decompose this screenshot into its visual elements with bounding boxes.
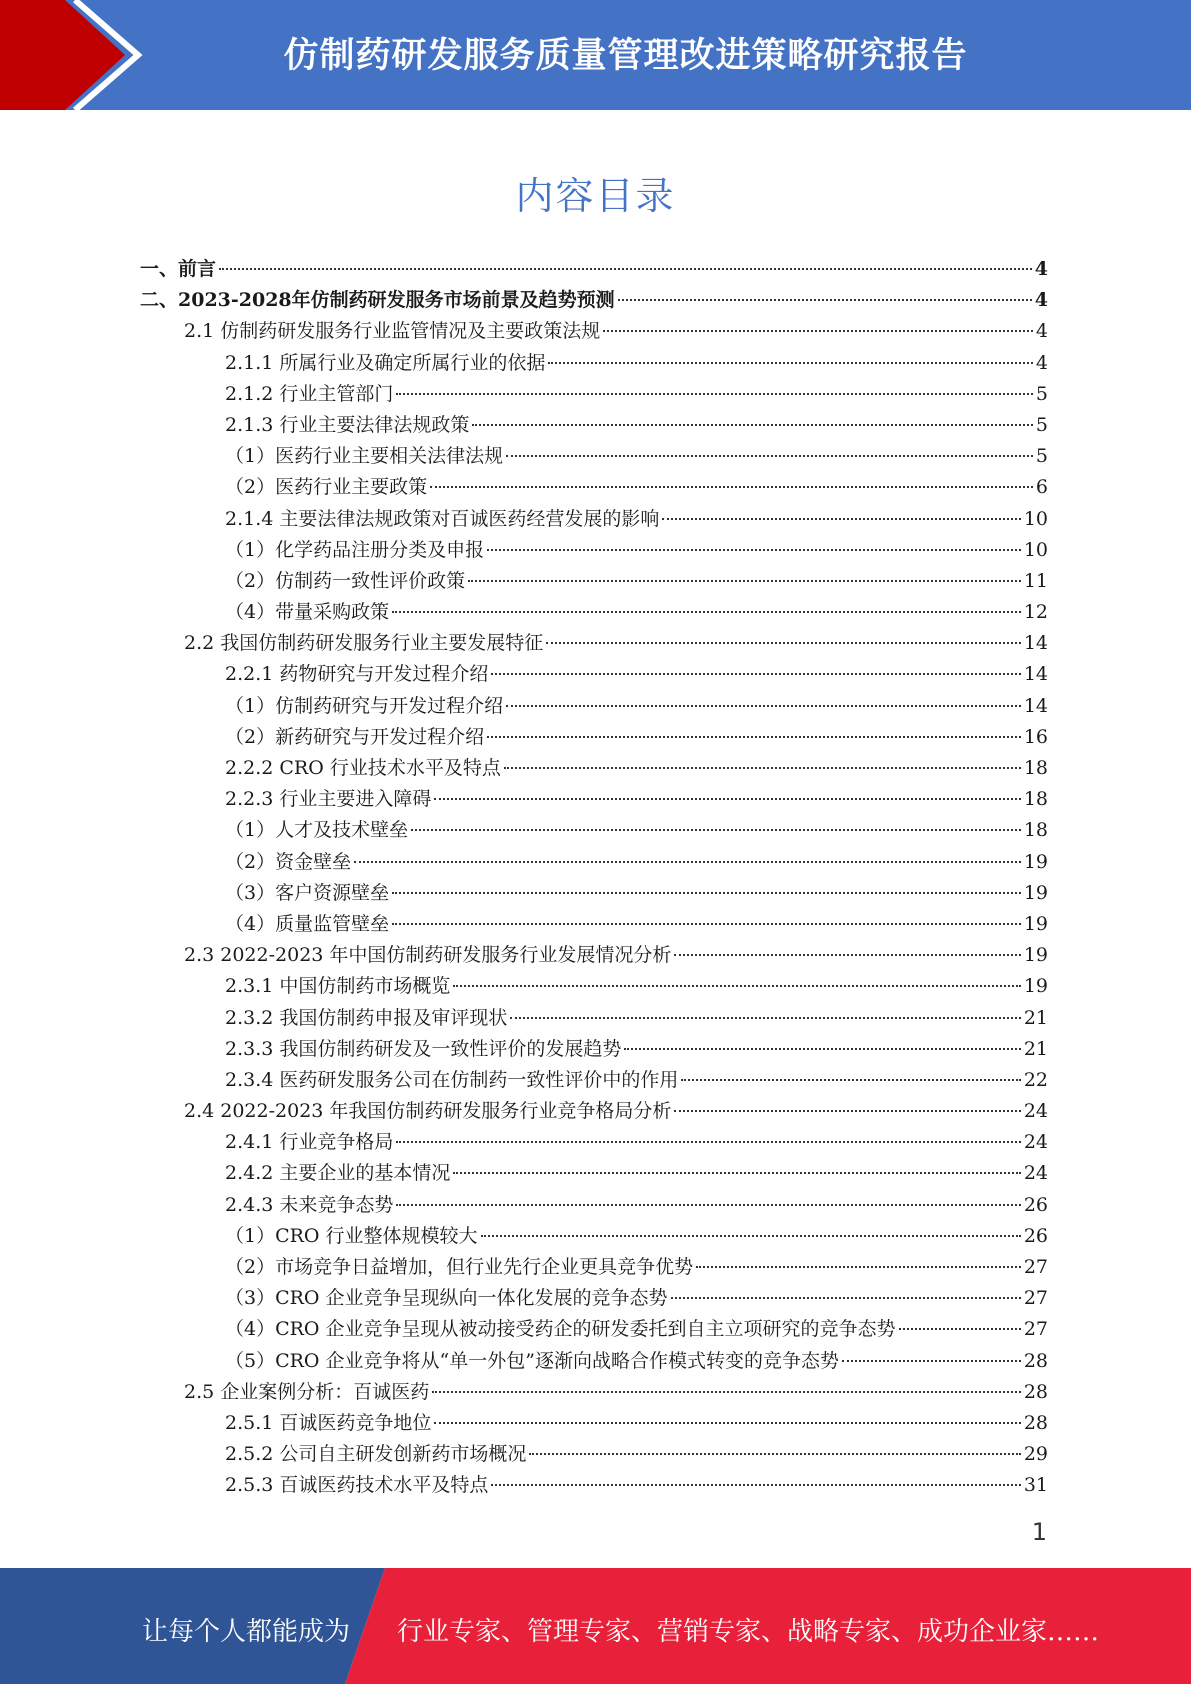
toc-entry[interactable]	[140, 1221, 1048, 1252]
toc-entry[interactable]	[140, 909, 1048, 940]
toc-entry-label: 2.3.3 我国仿制药研发及一致性评价的发展趋势	[225, 1037, 622, 1060]
toc-entry-label: 2.5.3 百诚医药技术水平及特点	[225, 1474, 489, 1497]
toc-entry[interactable]	[140, 504, 1048, 535]
toc-entry[interactable]	[140, 784, 1048, 815]
toc-entry[interactable]	[140, 472, 1048, 503]
toc-entry-page-number: 24	[1023, 1100, 1048, 1123]
toc-entry-label: 2.3.2 我国仿制药申报及审评现状	[225, 1006, 508, 1029]
toc-dot-leader	[453, 1172, 1020, 1174]
toc-entry-page-number: 27	[1023, 1256, 1048, 1278]
toc-entry-page-number: 19	[1023, 850, 1048, 873]
toc-entry[interactable]	[140, 535, 1048, 566]
toc-entry-label: 2.1.1 所属行业及确定所属行业的依据	[225, 351, 546, 374]
toc-dot-leader	[662, 518, 1020, 520]
toc-dot-leader	[674, 954, 1020, 956]
toc-entry-label: 2.3 2022-2023 年中国仿制药研发服务行业发展情况分析	[184, 944, 672, 967]
toc-entry[interactable]	[140, 971, 1048, 1002]
toc-dot-leader	[432, 1391, 1021, 1393]
toc-dot-leader	[548, 362, 1033, 364]
toc-dot-leader	[411, 829, 1021, 831]
toc-entry-page-number: 5	[1035, 445, 1048, 468]
toc-dot-leader	[472, 424, 1033, 426]
toc-entry-page-number: 22	[1023, 1068, 1048, 1091]
toc-entry-page-number: 19	[1023, 975, 1048, 998]
toc-dot-leader	[899, 1328, 1021, 1330]
toc-entry-label: 2.4.2 主要企业的基本情况	[225, 1162, 451, 1185]
red-chevron-shape	[0, 0, 125, 110]
toc-entry-page-number: 10	[1023, 538, 1048, 561]
toc-entry-label: （1）仿制药研究与开发过程介绍	[225, 694, 504, 717]
toc-entry[interactable]	[140, 628, 1048, 659]
toc-entry[interactable]	[140, 1377, 1048, 1408]
toc-entry-page-number: 4	[1034, 258, 1048, 280]
toc-dot-leader	[506, 455, 1033, 457]
toc-entry[interactable]	[140, 940, 1048, 971]
toc-entry-label: （3）CRO 企业竞争呈现纵向一体化发展的竞争态势	[225, 1287, 668, 1310]
toc-entry[interactable]	[140, 254, 1048, 285]
footer-slogan-left: 让每个人都能成为	[142, 1617, 351, 1647]
toc-entry-page-number: 14	[1023, 694, 1048, 717]
toc-entry-page-number: 18	[1023, 788, 1048, 811]
toc-entry-label: 2.2.3 行业主要进入障碍	[225, 788, 432, 811]
toc-entry[interactable]	[140, 1439, 1048, 1470]
toc-entry[interactable]	[140, 1252, 1048, 1283]
toc-entry[interactable]	[140, 348, 1048, 379]
toc-entry-page-number: 19	[1023, 912, 1048, 935]
header-banner	[0, 0, 1191, 110]
toc-dot-leader	[504, 767, 1021, 769]
toc-entry-page-number: 4	[1035, 320, 1048, 343]
toc-dot-leader	[491, 673, 1020, 675]
toc-entry[interactable]	[140, 722, 1048, 753]
toc-entry-page-number: 19	[1023, 881, 1048, 904]
toc-entry-label: 一、前言	[140, 258, 217, 280]
toc-entry-page-number: 26	[1023, 1224, 1048, 1247]
toc-dot-leader	[481, 1235, 1021, 1237]
toc-entry[interactable]	[140, 316, 1048, 347]
toc-entry-label: 2.1.3 行业主要法律法规政策	[225, 413, 470, 436]
toc-dot-leader	[529, 1453, 1020, 1455]
toc-entry[interactable]	[140, 753, 1048, 784]
toc-entry-page-number: 5	[1035, 382, 1048, 405]
toc-dot-leader	[468, 580, 1021, 582]
toc-entry-page-number: 4	[1034, 289, 1048, 312]
toc-dot-leader	[430, 486, 1033, 488]
toc-entry-page-number: 16	[1023, 725, 1048, 748]
toc-entry-label: 2.2.2 CRO 行业技术水平及特点	[225, 757, 501, 779]
toc-dot-leader	[618, 299, 1032, 301]
toc-dot-leader	[392, 892, 1021, 894]
toc-entry-page-number: 28	[1023, 1380, 1048, 1403]
toc-dot-leader	[506, 705, 1021, 707]
toc-dot-leader	[491, 1484, 1020, 1486]
toc-entry-page-number: 31	[1023, 1474, 1048, 1497]
toc-entry[interactable]	[140, 1065, 1048, 1096]
toc-heading: 内容目录	[515, 174, 676, 218]
toc-dot-leader	[624, 1048, 1020, 1050]
toc-entry-label: （2）市场竞争日益增加，但行业先行企业更具竞争优势	[225, 1256, 694, 1278]
toc-dot-leader	[392, 923, 1021, 925]
toc-dot-leader	[671, 1297, 1021, 1299]
toc-entry-label: （2）资金壁垒	[225, 850, 352, 873]
toc-entry-page-number: 27	[1023, 1318, 1048, 1341]
toc-entry-label: 2.4 2022-2023 年我国仿制药研发服务行业竞争格局分析	[184, 1100, 672, 1123]
toc-entry-label: （2）仿制药一致性评价政策	[225, 569, 466, 592]
toc-entry[interactable]	[140, 441, 1048, 472]
toc-entry-label: （2）医药行业主要政策	[225, 476, 428, 499]
toc-entry-label: （1）化学药品注册分类及申报	[225, 538, 485, 561]
toc-entry[interactable]	[140, 691, 1048, 722]
toc-dot-leader	[696, 1266, 1021, 1268]
toc-dot-leader	[842, 1360, 1021, 1362]
toc-entry-page-number: 24	[1023, 1131, 1048, 1154]
toc-dot-leader	[354, 861, 1021, 863]
toc-entry[interactable]	[140, 1127, 1048, 1158]
toc-entry-label: 2.4.1 行业竞争格局	[225, 1131, 394, 1154]
toc-dot-leader	[546, 642, 1021, 644]
toc-entry-label: 2.5.2 公司自主研发创新药市场概况	[225, 1443, 527, 1466]
toc-dot-leader	[434, 1422, 1020, 1424]
toc-entry[interactable]	[140, 1034, 1048, 1065]
toc-entry[interactable]	[140, 815, 1048, 846]
toc-entry-label: 2.5 企业案例分析：百诚医药	[184, 1380, 430, 1403]
toc-entry-page-number: 29	[1023, 1443, 1048, 1466]
toc-dot-leader	[392, 611, 1021, 613]
toc-dot-leader	[487, 736, 1021, 738]
toc-entry-page-number: 5	[1035, 413, 1048, 436]
toc-entry[interactable]	[140, 1190, 1048, 1221]
toc-dot-leader	[674, 1110, 1020, 1112]
toc-dot-leader	[434, 798, 1020, 800]
toc-entry-page-number: 24	[1023, 1162, 1048, 1185]
toc-entry-label: （5）CRO 企业竞争将从“单一外包”逐渐向战略合作模式转变的竞争态势	[225, 1349, 839, 1372]
toc-entry-page-number: 18	[1023, 819, 1048, 842]
toc-entry-page-number: 10	[1023, 507, 1048, 530]
toc-entry-label: 2.4.3 未来竞争态势	[225, 1193, 394, 1216]
toc-entry[interactable]	[140, 410, 1048, 441]
toc-entry-page-number: 4	[1035, 351, 1048, 374]
toc-dot-leader	[396, 393, 1033, 395]
toc-entry[interactable]	[140, 1408, 1048, 1439]
footer-banner	[0, 1568, 1191, 1684]
toc-entry[interactable]	[140, 1158, 1048, 1189]
toc-entry-page-number: 14	[1023, 632, 1048, 655]
toc-entry[interactable]	[140, 285, 1048, 316]
toc-entry[interactable]	[140, 597, 1048, 628]
toc-entry-label: 二、2023-2028年仿制药研发服务市场前景及趋势预测	[140, 289, 615, 312]
toc-entry-label: （1）人才及技术壁垒	[225, 819, 409, 842]
toc-entry-page-number: 18	[1023, 757, 1048, 779]
toc-entry-page-number: 27	[1023, 1287, 1048, 1310]
toc-entry[interactable]	[140, 1346, 1048, 1377]
toc-entry-label: 2.5.1 百诚医药竞争地位	[225, 1411, 432, 1434]
toc-entry-page-number: 21	[1023, 1037, 1048, 1060]
toc-entry-page-number: 12	[1023, 601, 1048, 624]
toc-entry[interactable]	[140, 1314, 1048, 1345]
toc-dot-leader	[487, 549, 1021, 551]
toc-entry-label: （1）CRO 行业整体规模较大	[225, 1224, 478, 1247]
toc-entry-label: （2）新药研究与开发过程介绍	[225, 725, 485, 748]
toc-entry[interactable]	[140, 1470, 1048, 1501]
toc-entry-label: 2.3.1 中国仿制药市场概览	[225, 975, 451, 998]
toc-entry-label: 2.2 我国仿制药研发服务行业主要发展特征	[184, 632, 544, 655]
toc-entry-label: 2.3.4 医药研发服务公司在仿制药一致性评价中的作用	[225, 1068, 679, 1091]
toc-entry[interactable]	[140, 847, 1048, 878]
report-title: 仿制药研发服务质量管理改进策略研究报告	[283, 36, 968, 76]
toc-entry-label: 2.1.4 主要法律法规政策对百诚医药经营发展的影响	[225, 507, 660, 530]
toc-entry[interactable]	[140, 878, 1048, 909]
toc-entry-label: 2.2.1 药物研究与开发过程介绍	[225, 663, 489, 686]
toc-entry-page-number: 14	[1023, 663, 1048, 686]
toc-entry-label: （4）CRO 企业竞争呈现从被动接受药企的研发委托到自主立项研究的竞争态势	[225, 1318, 896, 1341]
toc-dot-leader	[396, 1204, 1020, 1206]
toc-dot-leader	[681, 1079, 1020, 1081]
footer-slogan-right: 行业专家、管理专家、营销专家、战略专家、成功企业家……	[397, 1617, 1100, 1647]
toc-entry-page-number: 6	[1035, 476, 1048, 499]
toc-entry-label: （3）客户资源壁垒	[225, 881, 390, 904]
toc-entry-label: 2.1 仿制药研发服务行业监管情况及主要政策法规	[184, 320, 601, 343]
toc-entry-label: （4）带量采购政策	[225, 601, 390, 624]
toc-entry[interactable]	[140, 379, 1048, 410]
toc-entry[interactable]	[140, 1283, 1048, 1314]
toc-entry[interactable]	[140, 1003, 1048, 1034]
toc-entry[interactable]	[140, 1096, 1048, 1127]
table-of-contents	[140, 254, 1048, 1502]
toc-entry[interactable]	[140, 659, 1048, 690]
toc-entry-page-number: 11	[1023, 569, 1048, 592]
toc-entry-page-number: 19	[1023, 944, 1048, 967]
toc-dot-leader	[453, 985, 1020, 987]
toc-entry-label: （4）质量监管壁垒	[225, 912, 390, 935]
toc-entry[interactable]	[140, 566, 1048, 597]
toc-dot-leader	[603, 330, 1033, 332]
toc-dot-leader	[510, 1017, 1020, 1019]
toc-dot-leader	[219, 268, 1032, 270]
toc-entry-label: 2.1.2 行业主管部门	[225, 382, 394, 405]
toc-entry-page-number: 21	[1023, 1006, 1048, 1029]
page-number: 1	[1031, 1518, 1047, 1546]
toc-entry-page-number: 26	[1023, 1193, 1048, 1216]
toc-dot-leader	[396, 1141, 1020, 1143]
toc-entry-page-number: 28	[1023, 1411, 1048, 1434]
toc-entry-page-number: 28	[1023, 1349, 1048, 1372]
toc-entry-label: （1）医药行业主要相关法律法规	[225, 445, 504, 468]
